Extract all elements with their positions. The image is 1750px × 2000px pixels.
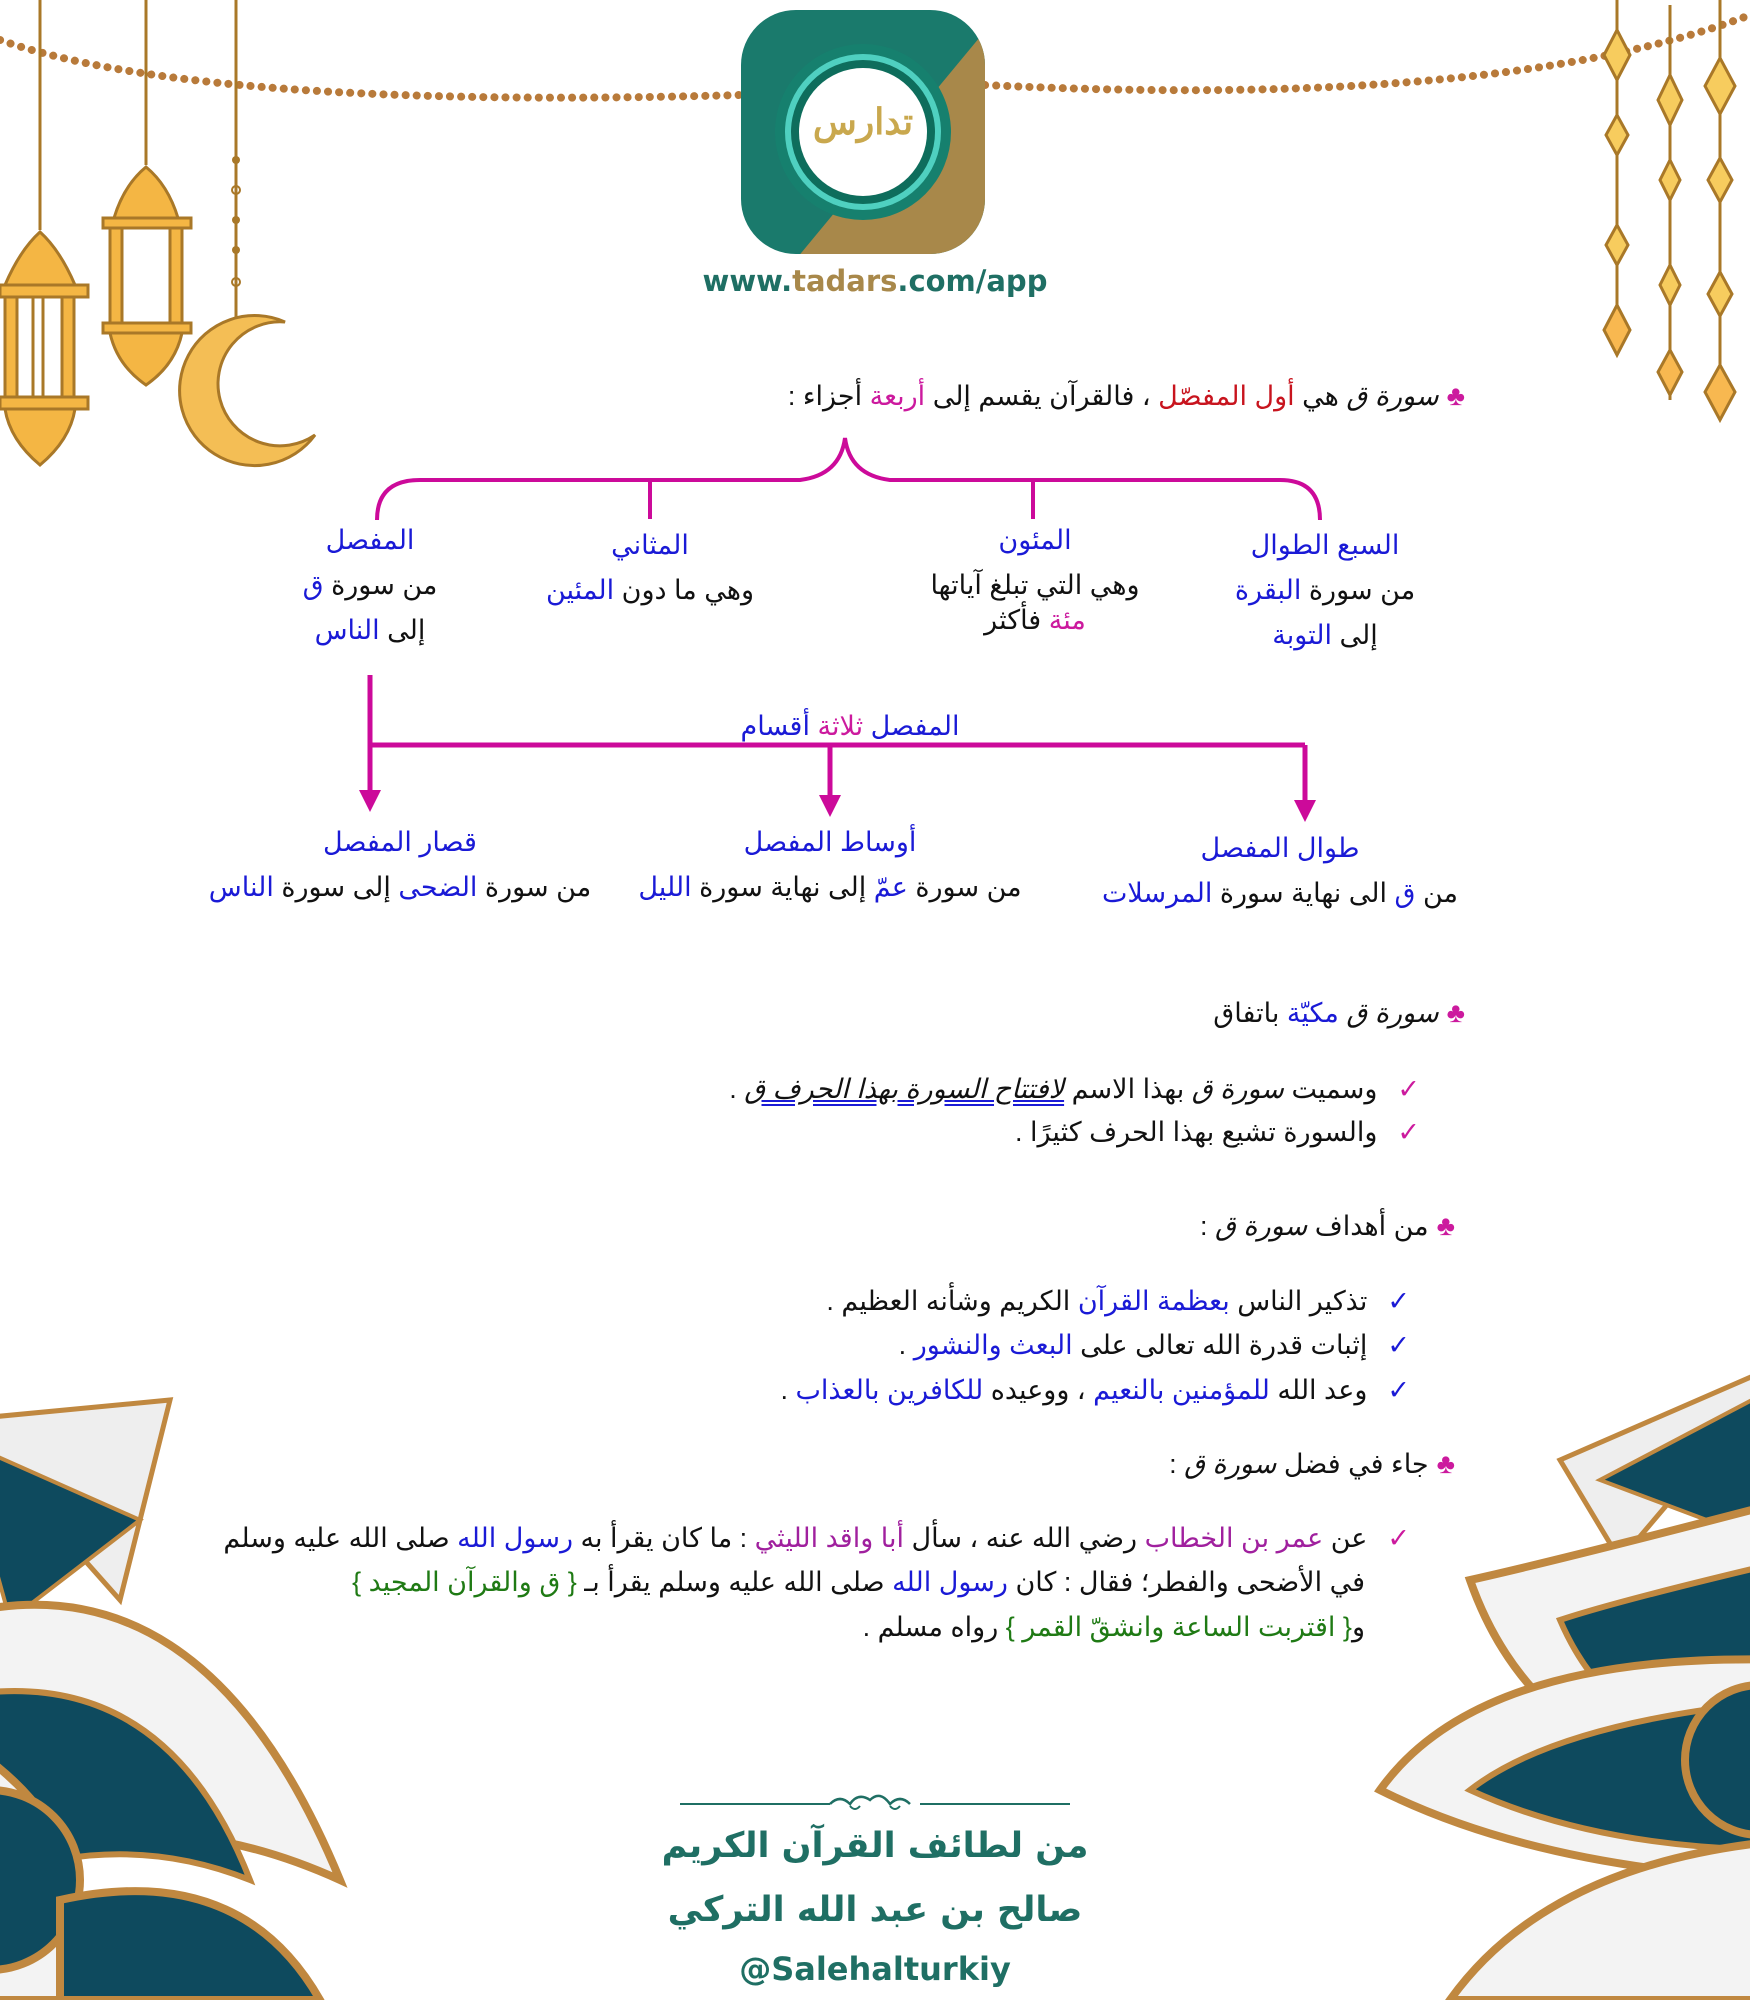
text: من سورة [1301,575,1416,605]
text: للمؤمنين بالنعيم [1093,1375,1270,1405]
section-title: قصار المفصل [323,827,477,857]
floral-ornament-icon [0,1400,340,2000]
text: : [1199,1211,1215,1241]
text: من سورة [323,570,438,600]
bead-garland-right [985,15,1750,90]
goal-item [780,1372,1410,1408]
text: . [898,1330,914,1360]
text: جاء في فضل [1276,1449,1429,1479]
text: الناس [314,615,380,645]
text: { اقتربت الساعة وانشقّ القمر } [1005,1612,1352,1642]
section-line [200,865,600,910]
text: أول المفصّل [1158,381,1295,411]
url-brand: tadars [792,264,898,298]
bead-garland-left [0,40,740,98]
part-line: وهي التي تبلغ آياتها [930,570,1140,600]
makki-item [729,1071,1420,1107]
part-title: المثاني [611,530,689,560]
text: ، ووعيده [983,1375,1094,1405]
site-url-link[interactable] [660,264,1090,298]
text: من [1415,878,1459,908]
check-icon: ✓ [1397,1117,1420,1147]
check-icon: ✓ [1387,1523,1410,1553]
part-line [520,568,780,613]
club-bullet-icon: ♣ [1446,997,1465,1028]
text: رضي الله عنه ، سأل [904,1523,1145,1553]
text: الناس [208,872,274,902]
text: عن [1323,1523,1368,1553]
section-title: أوساط المفصل [743,827,917,857]
club-bullet-icon: ♣ [1436,1210,1455,1241]
text: أجزاء : [787,381,870,411]
part-line [275,563,465,608]
logo-text: تدارس [812,101,914,143]
section-title: طوال المفصل [1200,833,1360,863]
text: سورة ق [1346,381,1439,411]
text: : [1169,1449,1185,1479]
part-title: السبع الطوال [1250,530,1400,560]
goal-item [899,1327,1410,1363]
text: في الأضحى والفطر؛ فقال : كان [1007,1567,1365,1597]
text: و [1351,1612,1365,1642]
part-mathani [520,523,780,613]
part-mioon [905,518,1165,643]
text: إلى سورة [273,872,399,902]
footer-handle-link[interactable]: @Salehalturkiy [739,1950,1011,1988]
check-icon: ✓ [1397,1074,1420,1104]
section-awsat [630,820,1030,910]
text: إلى نهاية سورة [691,872,874,902]
section-qisar [200,820,600,910]
virtue-line [352,1564,1365,1600]
lantern-icon [0,0,88,465]
text: المرسلات [1101,878,1213,908]
text: الى نهاية سورة [1212,878,1395,908]
text: التوبة [1272,620,1333,650]
virtue-line [863,1609,1365,1645]
text: صلى الله عليه وسلم يقرأ بـ [576,1567,893,1597]
makki-heading [1213,995,1465,1031]
text: وسميت [1283,1074,1378,1104]
text: سورة ق [1191,1074,1284,1104]
text: تذكير الناس [1229,1286,1368,1316]
brace-connector [377,438,1320,520]
text: من سورة [907,872,1022,902]
text: البعث والنشور [913,1330,1073,1360]
text: { ق والقرآن المجيد } [352,1567,577,1597]
part-line [1205,613,1445,658]
section-tiwal [1090,826,1470,916]
text: ق [1394,878,1416,908]
virtue-line [223,1520,1410,1556]
footer-author: صالح بن عبد الله التركي [667,1890,1083,1930]
part-title: المفصل [325,525,415,555]
club-bullet-icon: ♣ [1436,1448,1455,1479]
text: رسول الله [892,1567,1008,1597]
ornamental-divider-icon [680,1792,1070,1816]
text: ثلاثة [817,711,864,741]
part-line [275,608,465,653]
text: ق [302,570,324,600]
text: أبا واقد الليثي [754,1523,905,1553]
text: أربعة [869,381,926,411]
text: والسورة تشيع بهذا الحرف كثيرًا . [1015,1117,1378,1147]
text: رسول الله [457,1523,573,1553]
text: ، فالقرآن يقسم إلى [925,381,1159,411]
text: إلى [1332,620,1378,650]
check-icon: ✓ [1387,1375,1410,1405]
club-bullet-icon: ♣ [1446,380,1465,411]
text: بهذا الاسم [1064,1074,1192,1104]
text: المئين [545,575,615,605]
virtue-heading [1169,1446,1455,1482]
text: للكافرين بالعذاب [795,1375,984,1405]
text: : ما كان يقرأ به [573,1523,755,1553]
text: عمر بن الخطاب [1144,1523,1324,1553]
text: أقسام [740,711,818,741]
lantern-icon [103,0,191,385]
part-title: المئون [998,525,1072,555]
text: فأكثر [984,605,1049,635]
text: . [729,1074,745,1104]
url-prefix: www. [702,264,793,298]
text: عمّ [873,872,908,902]
text: المفصل [863,711,960,741]
text: من أهداف [1307,1211,1429,1241]
text: الكريم وشأنه العظيم . [826,1286,1078,1316]
text: سورة ق [1214,1211,1308,1241]
text: وعد الله [1269,1375,1368,1405]
text: مكيّة [1286,998,1339,1028]
footer-title: من لطائف القرآن الكريم [661,1826,1089,1866]
text: سورة ق [1346,998,1439,1028]
goal-item [826,1283,1410,1319]
text: البقرة [1234,575,1302,605]
part-line [1205,568,1445,613]
part-sab-tiwal [1205,523,1445,658]
mufassal-heading [680,704,1020,749]
underlined-text: لافتتاح السورة بهذا الحرف ق [744,1074,1065,1104]
text: وهي ما دون [614,575,755,605]
url-suffix: .com/app [897,264,1048,298]
text: مئة [1048,605,1086,635]
check-icon: ✓ [1387,1330,1410,1360]
arrow-down-icon [359,790,1316,822]
text: إلى [379,615,426,645]
goals-heading [1200,1208,1455,1244]
text: سورة ق [1184,1449,1277,1479]
hanging-diamonds-icon [1604,0,1735,420]
check-icon: ✓ [1387,1286,1410,1316]
text: . [780,1375,796,1405]
part-mufassal [275,518,465,653]
text: بعظمة القرآن [1077,1286,1230,1316]
section-line [1090,871,1470,916]
text: الليل [638,872,692,902]
text: من سورة [477,872,592,902]
text: الضحى [398,872,478,902]
text: هي [1294,381,1347,411]
makki-item [1015,1114,1420,1150]
text: إثبات قدرة الله تعالى على [1072,1330,1368,1360]
app-logo[interactable] [737,6,989,258]
section-line [630,865,1030,910]
text: باتفاق [1213,998,1287,1028]
text: رواه مسلم . [862,1612,1006,1642]
intro-line [788,378,1465,414]
crescent-moon-icon [180,0,315,466]
text: صلى الله عليه وسلم [223,1523,458,1553]
